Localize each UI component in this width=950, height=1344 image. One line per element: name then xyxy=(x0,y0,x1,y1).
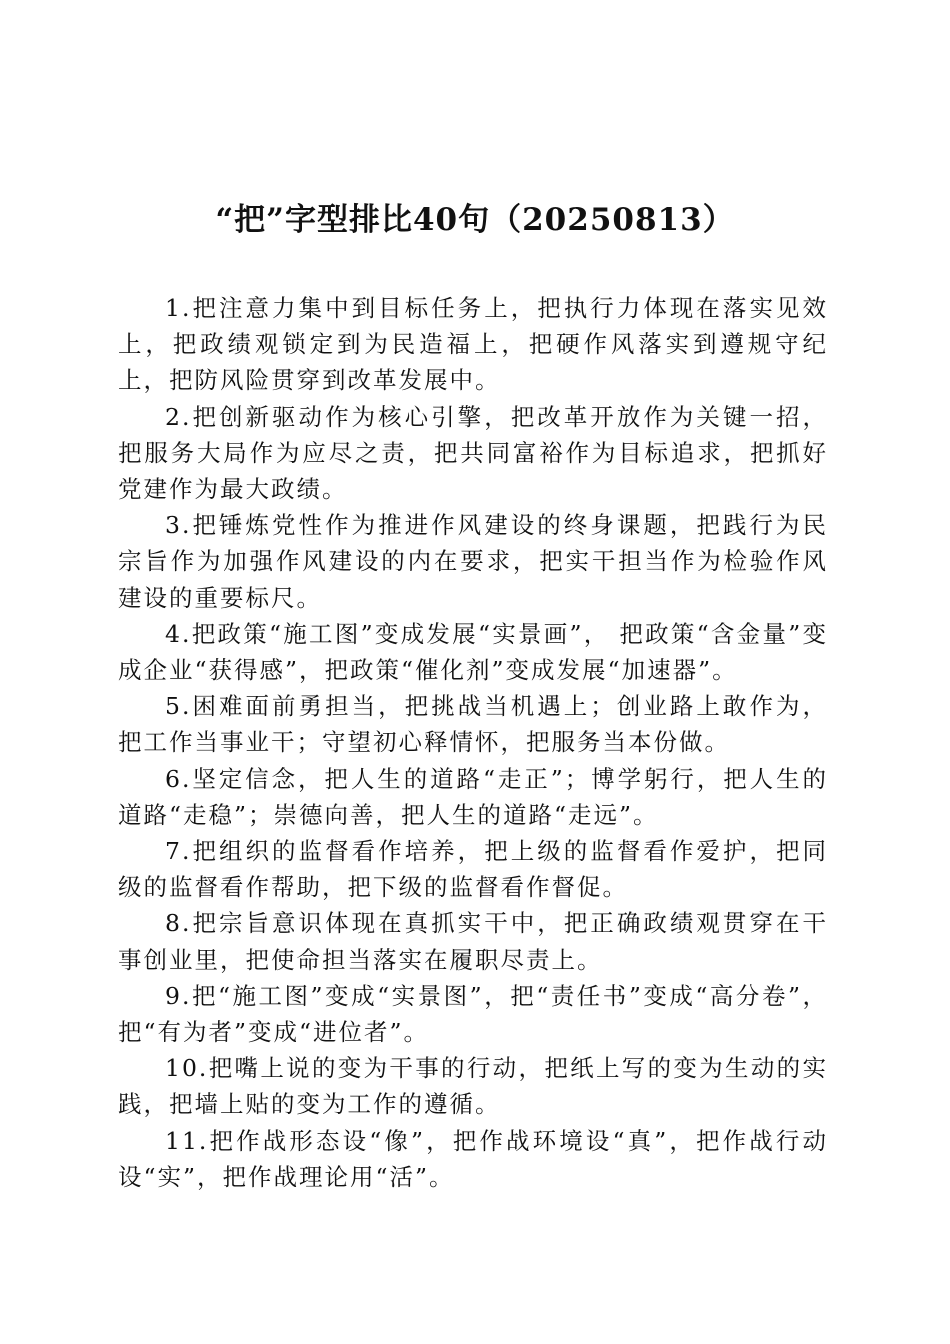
paragraph-7: 7.把组织的监督看作培养，把上级的监督看作爱护，把同级的监督看作帮助，把下级的监督看作督促。 xyxy=(118,837,828,902)
paragraph-3: 3.把锤炼党性作为推进作风建设的终身课题，把践行为民宗旨作为加强作风建设的内在要求，把实干担当作为检验作风建设的重要标尺。 xyxy=(118,511,828,612)
paragraph-8: 8.把宗旨意识体现在真抓实干中，把正确政绩观贯穿在干事创业里，把使命担当落实在履职尽责上。 xyxy=(118,909,828,974)
document-title: “把”字型排比40句（20250813） xyxy=(215,202,735,238)
paragraph-9: 9.把“施工图”变成“实景图”，把“责任书”变成“高分卷”，把“有为者”变成“进位者”。 xyxy=(118,981,828,1047)
document-body xyxy=(118,290,828,1195)
paragraph-6: 6.坚定信念，把人生的道路“走正”；博学躬行，把人生的道路“走稳”；崇德向善，把人生的道路“走远”。 xyxy=(118,764,828,829)
paragraph-2: 2.把创新驱动作为核心引擎，把改革开放作为关键一招，把服务大局作为应尽之责，把共同富裕作为目标追求，把抓好党建作为最大政绩。 xyxy=(118,402,828,504)
paragraph-1: 1.把注意力集中到目标任务上，把执行力体现在落实见效上，把政绩观锁定到为民造福上，把硬作风落实到遵规守纪上，把防风险贯穿到改革发展中。 xyxy=(118,294,828,395)
paragraph-10: 10.把嘴上说的变为干事的行动，把纸上写的变为生动的实践，把墙上贴的变为工作的遵循。 xyxy=(118,1054,828,1119)
paragraph-4: 4.把政策“施工图”变成发展“实景画”， 把政策“含金量”变成企业“获得感”，把政策“催化剂”变成发展“加速器”。 xyxy=(118,619,828,685)
paragraph-11: 11.把作战形态设“像”，把作战环境设“真”，把作战行动设“实”，把作战理论用“活”。 xyxy=(118,1126,828,1191)
paragraph-5: 5.困难面前勇担当，把挑战当机遇上；创业路上敢作为，把工作当事业干；守望初心释情怀，把服务当本份做。 xyxy=(118,692,828,757)
